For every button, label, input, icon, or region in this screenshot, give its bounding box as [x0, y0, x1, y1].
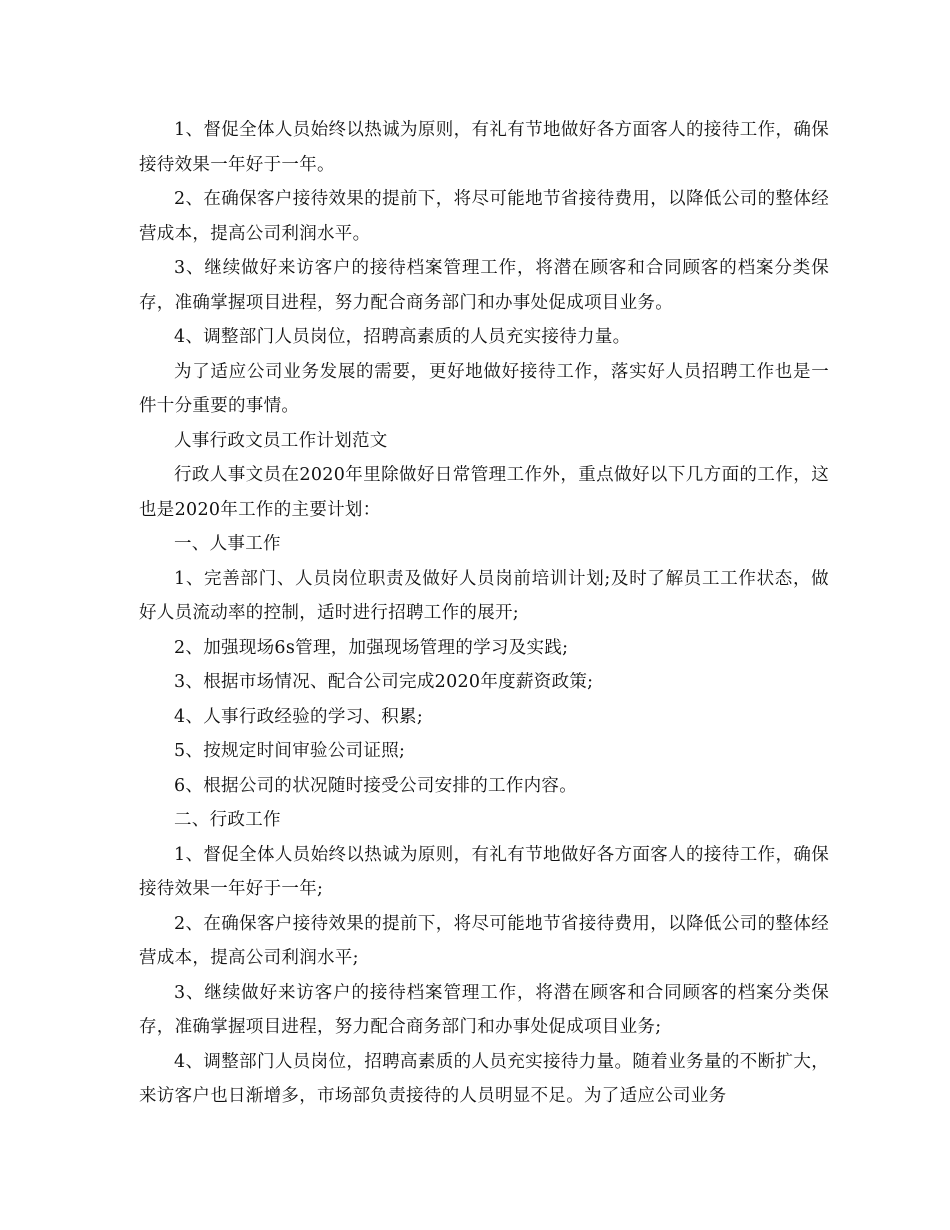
paragraph-recruitment-importance: 为了适应公司业务发展的需要，更好地做好接待工作，落实好人员招聘工作也是一件十分重要的事情。: [139, 361, 829, 416]
paragraph-hr-item-1: 1、完善部门、人员岗位职责及做好人员岗前培训计划;及时了解员工工作状态，做好人员流动率的控制，适时进行招聘工作的展开;: [139, 568, 829, 623]
paragraph-hr-item-5: 5、按规定时间审验公司证照;: [174, 741, 406, 761]
document-body: [139, 113, 829, 1114]
section-heading-hr-work: 一、人事工作: [174, 534, 281, 554]
section-heading-admin-work: 二、行政工作: [174, 810, 281, 830]
paragraph-hr-item-3: 3、根据市场情况、配合公司完成2020年度薪资政策;: [174, 672, 594, 692]
paragraph-admin-item-1: 1、督促全体人员始终以热诚为原则，有礼有节地做好各方面客人的接待工作，确保接待效果一年好于一年;: [139, 844, 829, 899]
paragraph-admin-item-3: 3、继续做好来访客户的接待档案管理工作，将潜在顾客和合同顾客的档案分类保存，准确掌握项目进程，努力配合商务部门和办事处促成项目业务;: [139, 982, 829, 1037]
paragraph-reception-sincerity: 1、督促全体人员始终以热诚为原则，有礼有节地做好各方面客人的接待工作，确保接待效果一年好于一年。: [139, 120, 829, 175]
paragraph-hr-item-4: 4、人事行政经验的学习、积累;: [174, 706, 424, 727]
paragraph-admin-item-2: 2、在确保客户接待效果的提前下，将尽可能地节省接待费用，以降低公司的整体经营成本，提高公司利润水平;: [139, 913, 829, 968]
section-heading-plan-title: 人事行政文员工作计划范文: [174, 430, 388, 451]
paragraph-hr-item-2: 2、加强现场6s管理，加强现场管理的学习及实践;: [174, 637, 569, 658]
paragraph-reduce-costs: 2、在确保客户接待效果的提前下，将尽可能地节省接待费用，以降低公司的整体经营成本，提高公司利润水平。: [139, 189, 829, 244]
paragraph-visitor-archives: 3、继续做好来访客户的接待档案管理工作，将潜在顾客和合同顾客的档案分类保存，准确掌握项目进程，努力配合商务部门和办事处促成项目业务。: [139, 258, 829, 313]
paragraph-adjust-positions: 4、调整部门人员岗位，招聘高素质的人员充实接待力量。: [174, 327, 631, 347]
paragraph-admin-item-4: 4、调整部门人员岗位，招聘高素质的人员充实接待力量。随着业务量的不断扩大，来访客户也日渐增多，市场部负责接待的人员明显不足。为了适应公司业务: [139, 1051, 829, 1106]
paragraph-plan-intro: 行政人事文员在2020年里除做好日常管理工作外，重点做好以下几方面的工作，这也是2020年工作的主要计划：: [139, 465, 829, 520]
paragraph-hr-item-6: 6、根据公司的状况随时接受公司安排的工作内容。: [174, 775, 578, 796]
